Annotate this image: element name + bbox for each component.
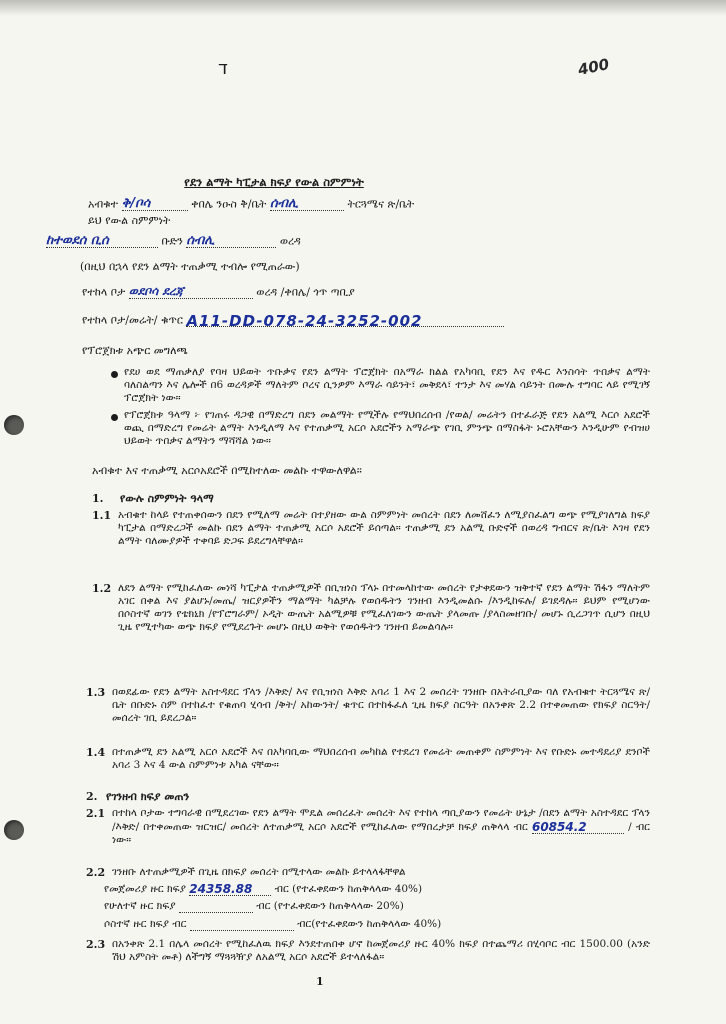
handwritten-value: ቅ/ቦሳ: [122, 196, 188, 211]
installment-suffix: ብር(የተፈቀደውን ከጠቅላላው 40%): [297, 918, 442, 930]
clause-text-part: / ብር ነው።: [112, 821, 650, 847]
section-number: 2.: [86, 790, 98, 803]
clause-text: በአንቀጽ 2.1 በሌላ መሰረት የሚከፈለዉ ክፍያ እንደተጠበቀ ሆኖ ከመጀመሪያ ዙር 40% ክፍያ በተጨማሪ በሂሳቦር ብር 1500.00 (አንድ ሽህ አምስት መቶ) ለችግኝ ማጓጓዥያ ለአልሚ አርሶ አደሮች ይተላለፋል።: [112, 938, 650, 964]
item-number: 1.1: [92, 509, 112, 522]
bullet-item: የፕሮጀክቱ ዓላማ ፦ የገጠሩ ዳጋዊ በማድረግ በደን መልማት የሚችሉ የማህበረሰብ /የወል/ መሬትን በተፈራጅ የደን አልሚ እርሶ አደሮች ወጪ በማድረግ የመሬት ልማት እንዲለማ እና የተጠቃሚ አርሶ አደሮችን አማራጭ የገቢ ምንጭ በማስፋት ኑሮአቸውን እንዲሁም የብዝሀ ህይወት ጥበቃና ልማትን ማሻሻል ነው።: [124, 409, 650, 448]
field-label: ወረዳ /ቀበሌ/ ጎጥ ጣቢያ: [256, 285, 355, 299]
item-number: 2.3: [86, 938, 106, 951]
handwritten-value: ሰብሊ: [186, 233, 276, 248]
installment-label: ሶስተኛ ዙር ክፍያ ብር: [104, 918, 187, 930]
field-label: የተከላ ቦታ/መሬት/ ቁጥር: [82, 313, 183, 327]
intro-text: አብቁተ እና ተጠቃሚ አርሶአደሮች በሚከተለው መልኩ ተዋውለዋል፡፡: [92, 464, 362, 477]
installment-suffix: ብር (የተፈቀደውን ከጠቅላላው 40%): [274, 882, 423, 895]
field-label: አብቁተ: [88, 197, 119, 211]
item-number: 2.2: [86, 866, 106, 879]
page-number: 1: [316, 975, 324, 988]
field-label: የተከላ ቦታ: [82, 285, 126, 299]
handwritten-value: ሰብሊ: [270, 196, 344, 211]
clause-text: ገንዘቡ ለተጠቃሚዎች በጊዜ በክፍያ መሰረት በሚተላው መልኩ ይተላላፋቸዋል: [112, 866, 406, 878]
handwritten-page-count: 400: [576, 54, 611, 80]
field-line-5: [82, 284, 402, 299]
handwritten-value: ወደቦሳ ደረጃ: [129, 284, 253, 299]
field-label: ትርጓሜና ጽ/ቤት: [347, 197, 415, 211]
handwritten-amount: 60854.2: [532, 820, 624, 834]
field-line-6: [82, 312, 562, 327]
field-line-1: [88, 196, 488, 211]
installment-row: [104, 918, 441, 931]
field-label: ቀበሌ ንዑስ ቅ/ቤት: [191, 197, 267, 211]
item-number: 1.4: [86, 746, 106, 759]
punch-hole: [4, 820, 24, 840]
clause-text: በተጠቃሚ ደን አልሚ አርሶ አደሮች እና በአካባቢው ማህበረሰብ መካከል የተደረገ የመሬት መጠቀም ስምምነት እና የቡድኑ መተዳደሪያ ደንቦች አባሪ 3 እና 4 ውል ስምምነቱ አካል ናቸው።: [112, 746, 650, 772]
handwritten-amount: 24358.88: [189, 882, 271, 896]
clause-text: ለደን ልማት የሚከፈለው መነሻ ካፒታል ተጠቃሚዎች በቢዝነስ ፕላኑ በተመላከተው መሰረት የታቀደውን ዝቅተኛ የደን ልማት ሽፋን ማለትም አገር በቀል እና ያልሆኑ/መጤ/ ዝርያዎችን ማልማት ካልቻሉ የወሰዱትን ገንዘብ እንዲመልሱ /እንዲከፍሉ/ ይገደዳሉ። ይህም የሚሆነው በሶስተኛ ወገን የቴክኒክ /የፕሮግራም/ ኦዲት ውጤት አልሚዎቹ የሚፈለገውን ውጤት ያላመጡ /ያላስመዘገቡ/ መሆኑ ሲረጋገጥ ሲሆን በዚህ ጊዜ የሚተካው ወጭ ክፍያ የሚደረጉት መሆኑ በዚህ ወቅት የወሰዱትን ገንዘብ ይመልሳሉ።: [118, 582, 650, 634]
section-number: 1.: [92, 492, 104, 505]
bullet-dot: [111, 414, 118, 421]
installment-row: [104, 900, 404, 913]
field-label: ወረዳ: [279, 234, 301, 248]
item-number: 1.2: [92, 582, 112, 595]
handwritten-plot-number: A11-DD-078-24-3252-002: [186, 312, 504, 327]
field-line-3: [46, 233, 386, 248]
bullet-item: የደሀ ወደ ማጠቃለያ የባዛ ህይወት ጥቡቃና የደን ልማት ፕሮጀክት በአማራ ክልል የአካባቢ የደን እና የዱር እንስሳት ጥበቃና ልማት ባለስልጣን እና ሌሎች በ6 ወረዳዎች ማለትም ቦረና ሲንዎም እማራ ሳይንት፣ መቅደላ፣ ተንታ እና መሃል ሳይንት በሙሉ ተግባር ላይ የሚገኝ ፕሮጀክት ነው።: [124, 366, 650, 405]
bullet-dot: [111, 371, 118, 378]
clause-text: [112, 807, 650, 847]
clause-text: በወደፊው የደን ልማት አስተዳደር ፕላን /እቅድ/ እና የቢዝነስ እቅድ አባሪ 1 እና 2 መሰረት ገንዘቡ በአትራቢያው ባለ የአብቁተ ትርጓሜና ጽ/ቤት በቡድኑ ስም በተከፈተ የቁጠባ ሂሳብ /ቅት/ አከውንት/ ቁጥር በተከፋፈለ ጊዜ ክፍያ ስርዓት በአንቀጽ 2.2 በተቀመጠው የክፍያ ስርዓት/ መሰረት ገቢ ይደረጋል።: [112, 686, 650, 725]
clause-text-part: በተከላ ቦታው ተግባራዊ በሚደረገው የደን ልማት ሞዴል መሰረፈት መሰረት እና የተከላ ጣቢያውን የመሬት ሁኔታ /በደን ልማት አስተዳደር ፕላን /እቅድ/ በተቀመጠው ዝርዝር/ መሰረት ለተጠቃሚ አርሶ አደሮች የሚከፈለው የማበረታቻ ክፍያ ጠቅላላ ብር: [112, 807, 650, 833]
blank-amount: [179, 900, 253, 913]
blank-amount: [190, 918, 294, 931]
field-line-2: ይህ የውል ስምምነት: [88, 214, 171, 227]
section-heading: የገንዘብ ክፍያ መጠን: [106, 790, 190, 803]
installment-label: የሁለተኛ ዙር ክፍያ: [104, 900, 176, 912]
field-line-7: የፕሮጀክቱ አጭር መግለጫ: [82, 344, 188, 357]
document-title: የደን ልማት ካፒታል ክፍያ የውል ስምምነት: [184, 175, 364, 189]
installment-row: [104, 882, 422, 896]
handwritten-value: ከተወደሰ ቢሰ: [46, 233, 158, 248]
field-label: ቡድን: [161, 234, 183, 248]
field-line-4: (በዚህ በኋላ የደን ልማት ተጠቃሚ ተብሎ የሚጠራው): [80, 260, 300, 273]
item-number: 2.1: [86, 807, 106, 820]
installment-suffix: ብር (የተፈቀደውን ከጠቅላላው 20%): [256, 900, 404, 912]
clause-text: አብቁተ ከላይ የተጠቀሰውን በደን የሚለማ መሬት በተያዘው ውል ስምምነት መሰረት በደን ለመሸፈን ለሚያስፈልግ ወጭ የሚያገለግል ክፍያ ካፒታል በማድረጋች መልኩ በደን ልማት ተጠቃሚ አርሶ አደሮች ይሰጣል። ተጠቃሚ ደን አልሚ ቡድኖች በወረዳ ግብርና ጽ/ቤት እገዛ የደን ልማት ባለሙያዎች ተቀባይ ድጋፍ ይደረግላቸዋል።: [118, 509, 650, 548]
item-number: 1.3: [86, 686, 106, 699]
installment-label: የመጀመሪያ ዙር ክፍያ: [104, 882, 186, 895]
punch-hole: [4, 415, 24, 435]
section-heading: የውሉ ስምምነት ዓላማ: [120, 492, 214, 505]
corner-mark: ד: [218, 58, 228, 79]
